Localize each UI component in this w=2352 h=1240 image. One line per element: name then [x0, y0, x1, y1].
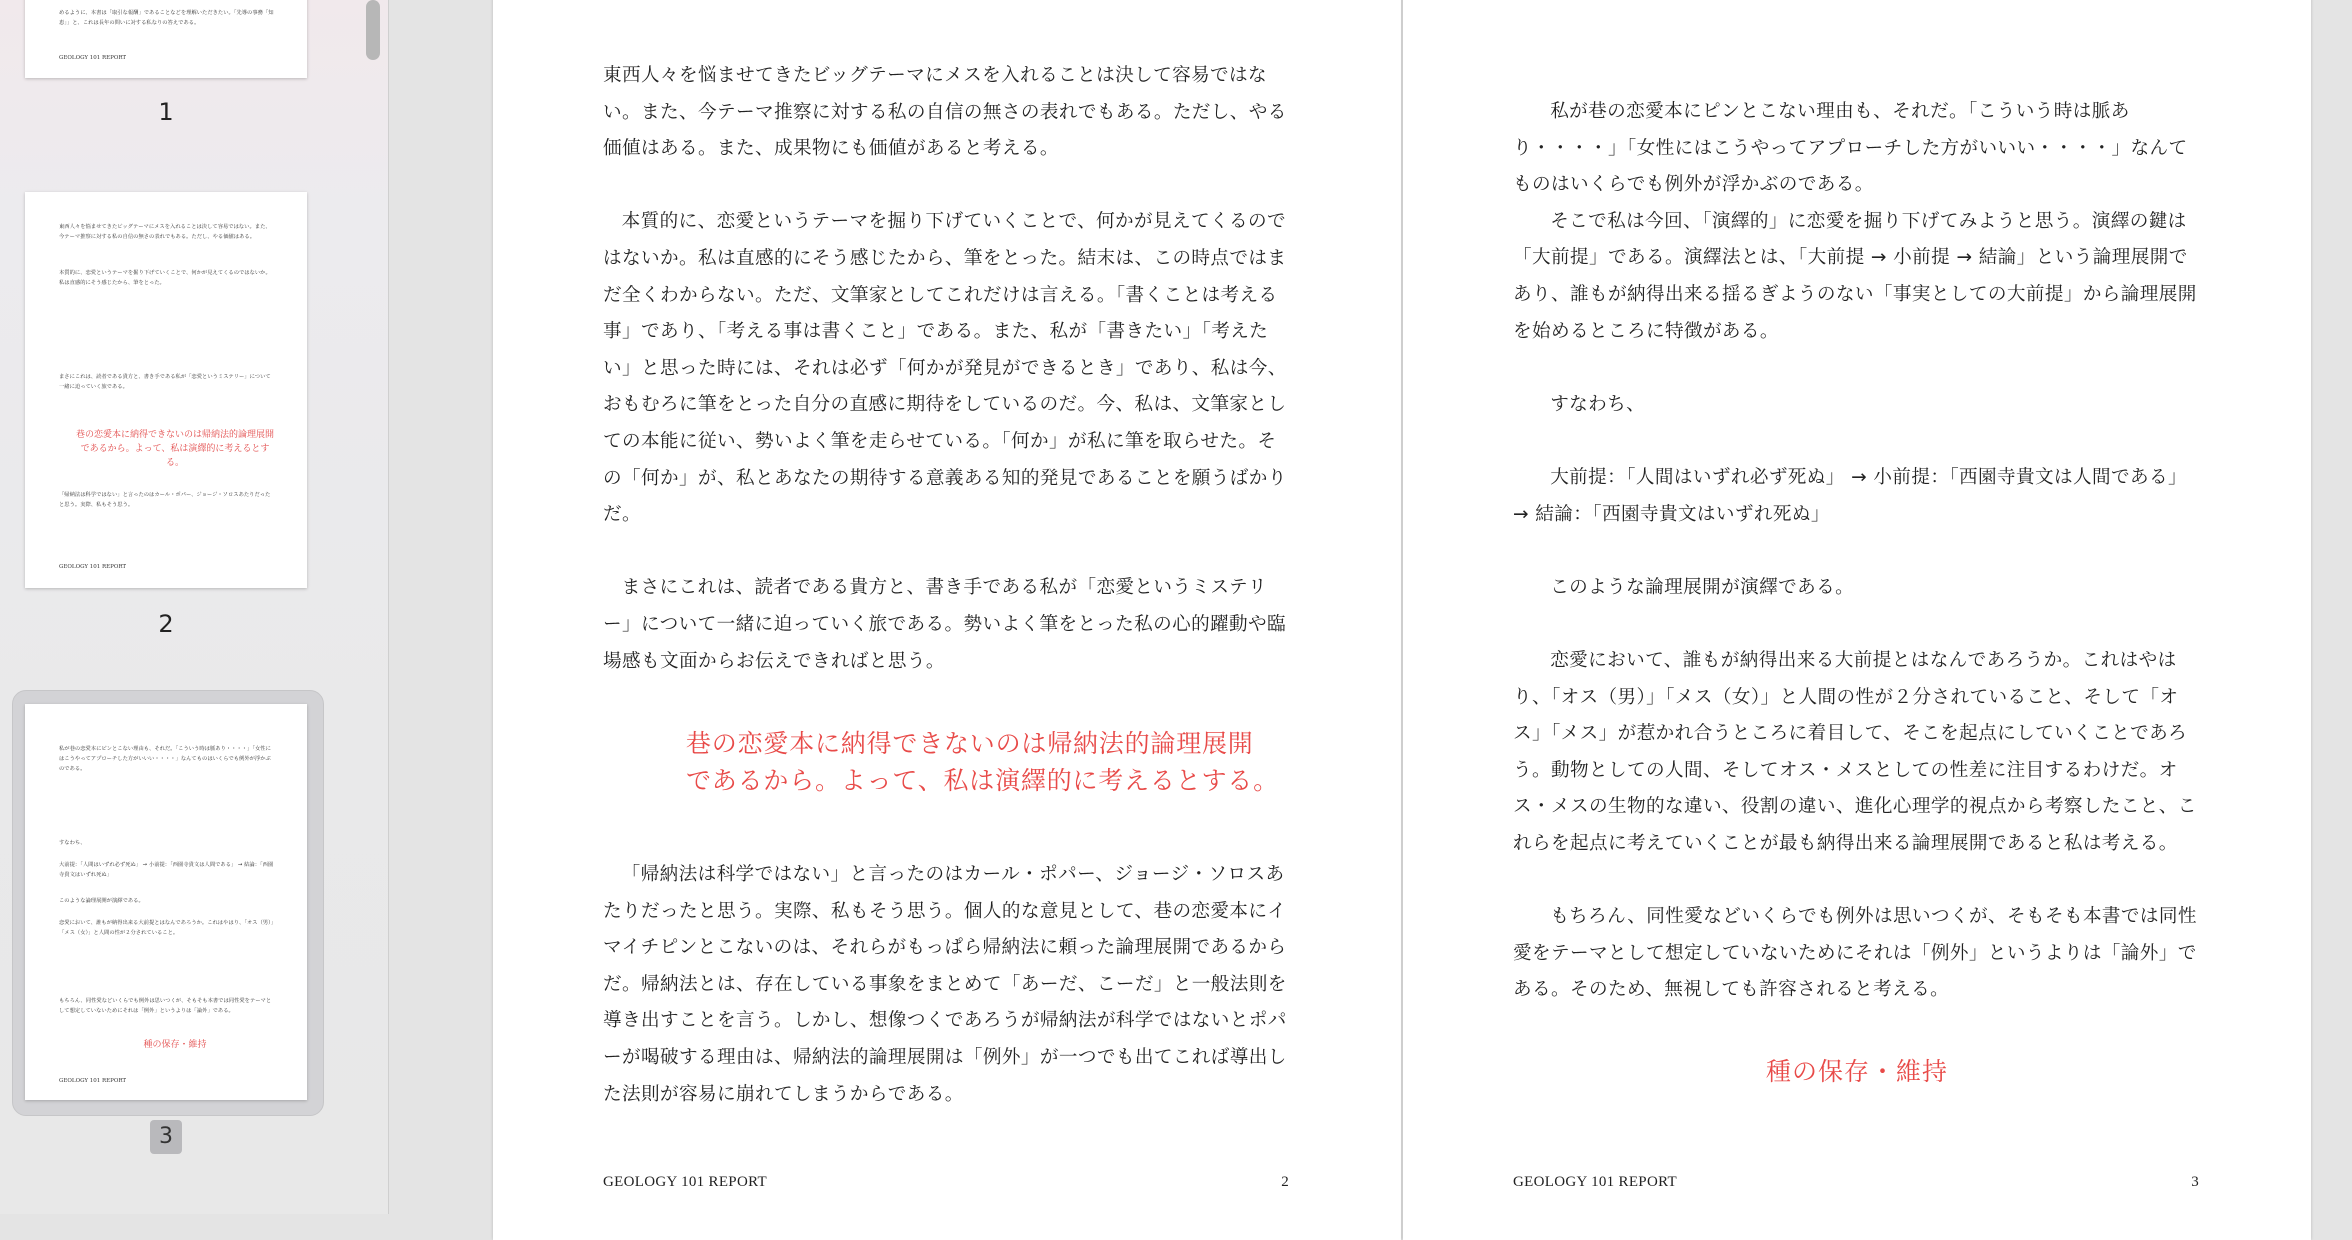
page-footer	[1513, 1174, 2199, 1191]
paragraph: 「帰納法は科学ではない」と言ったのはカール・ポパー、ジョージ・ソロスあたりだったと思う。実際、私もそう思う。個人的な意見として、巷の恋愛本にイマイチピンとこないのは、それらがもっぱら帰納法に頼った論理展開であるからだ。帰納法とは、存在している事象をまとめて「あーだ、こーだ」と一般法則を導き出すことを言う。しかし、想像つくであろうが帰納法が科学ではないとポパーが喝破する理由は、帰納法的論理展開は「例外」が一つでも出てこれば導出した法則が容易に崩れてしまうからである。	[603, 864, 1287, 1105]
section-heading	[686, 725, 1326, 799]
page-3-body	[1513, 94, 2205, 1009]
document-page-3	[1403, 0, 2311, 1240]
thumbnail-heading: 種の保存・維持	[143, 1040, 207, 1050]
thumbnail-text: 私が巷の恋愛本にピンとこない理由も、それだ。「こういう時は脈あり・・・・」「女性にはこうやってアプローチした方がいいい・・・・」なんてものはいくらでも例外が浮かぶのである。	[59, 746, 271, 772]
paragraph: 恋愛において、誰もが納得出来る大前提とはなんであろうか。これはやはり、「オス（男）」「メス（女）」と人間の性が２分されていること、そして「オス」「メス」が惹かれ合うところに着目して、そこを起点にしていくことであろう。動物としての人間、そしてオス・メスとしての性差に注目するわけだ。オス・メスの生物的な違い、役割の違い、進化心理学的視点から考察したこと、これらを起点に考えていくことが最も納得出来る論理展開であると私は考える。	[1513, 649, 2197, 854]
paragraph: もちろん、同性愛などいくらでも例外は思いつくが、そもそも本書では同性愛をテーマとして想定していないためにそれは「例外」というよりは「論外」である。そのため、無視しても許容されると考える。	[1513, 906, 2197, 1001]
sidebar-scrollbar[interactable]	[366, 0, 380, 60]
paragraph: このような論理展開が演繹である。	[1550, 576, 1855, 598]
thumbnail-footer: GEOLOGY 101 REPORT	[59, 55, 127, 61]
paragraph: 大前提：「人間はいずれ必ず死ぬ」 → 小前提：「西園寺貴文は人間である」 → 結論：「西園寺貴文はいずれ死ぬ」	[1513, 466, 2187, 525]
page-number-label-3-selected: 3	[150, 1120, 182, 1154]
page-2-body	[603, 58, 1295, 680]
page-number: 2	[1281, 1174, 1289, 1190]
thumbnail-footer: GEOLOGY 101 REPORT	[59, 1078, 127, 1084]
paragraph: 私が巷の恋愛本にピンとこない理由も、それだ。「こういう時は脈あり・・・・」「女性にはこうやってアプローチした方がいいい・・・・」なんてものはいくらでも例外が浮かぶのである。	[1513, 101, 2188, 196]
thumbnail-text: 大前提：「人間はいずれ必ず死ぬ」 → 小前提：「西園寺貴文は人間である」 → 結論：「西園寺貴文はいずれ死ぬ」	[59, 862, 274, 878]
page-thumbnail-2[interactable]	[25, 192, 307, 588]
thumbnail-text: めるように、本書は「取引な報酬」であることなどを理解いただきたい。「先導の事務「知恵」」と、これは長年の問いに対する私なりの答えである。	[59, 10, 274, 26]
paragraph: まさにこれは、読者である貴方と、書き手である私が「恋愛というミステリー」について一緒に迫っていく旅である。勢いよく筆をとった私の心的躍動や臨場感も文面からお伝えできればと思う。	[603, 577, 1287, 672]
thumbnail-text: もちろん、同性愛などいくらでも例外は思いつくが、そもそも本書では同性愛をテーマとして想定していないためにそれは「例外」というよりは「論外」である。	[59, 998, 272, 1014]
page-number: 3	[2191, 1174, 2199, 1190]
page-2-body-continued	[603, 857, 1295, 1113]
thumbnail-text: このような論理展開が演繹である。	[59, 898, 144, 904]
heading-line-1: 巷の恋愛本に納得できないのは帰納法的論理展開	[686, 729, 1254, 758]
footer-label: GEOLOGY 101 REPORT	[603, 1174, 767, 1190]
thumbnail-sidebar[interactable]	[0, 0, 389, 1214]
thumbnail-text: 東西人々を悩ませてきたビッグテーマにメスを入れることは決して容易ではない。また、今テーマ推察に対する私の自信の無さの表れでもある。ただし、やる価値はある。	[59, 224, 271, 240]
thumbnail-text: まさにこれは、読者である貴方と、書き手である私が「恋愛というミステリー」について一緒に迫っていく旅である。	[59, 374, 271, 390]
thumbnail-footer: GEOLOGY 101 REPORT	[59, 564, 127, 570]
thumbnail-text: 本質的に、恋愛というテーマを掘り下げていくことで、何かが見えてくるのではないか。私は直感的にそう感じたから、筆をとった。	[59, 270, 271, 286]
page-number-label-1: 1	[158, 98, 174, 126]
section-heading: 種の保存・維持	[1765, 1057, 1948, 1086]
paragraph: 東西人々を悩ませてきたビッグテーマにメスを入れることは決して容易ではない。また、今テーマ推察に対する私の自信の無さの表れでもある。ただし、やる価値はある。また、成果物にも価値があると考える。	[603, 65, 1287, 160]
heading-line-2: であるから。よって、私は演繹的に考えるとする。	[686, 766, 1279, 795]
page-footer	[603, 1174, 1289, 1191]
footer-label: GEOLOGY 101 REPORT	[1513, 1174, 1677, 1190]
paragraph: すなわち、	[1550, 393, 1646, 415]
page-number-label-2: 2	[158, 610, 174, 638]
thumbnail-text: すなわち、	[59, 840, 86, 846]
page-thumbnail-3[interactable]	[25, 704, 307, 1100]
document-page-2	[493, 0, 1401, 1240]
thumbnail-text: 「帰納法は科学ではない」と言ったのはカール・ポパー、ジョージ・ソロスあたりだったと思う。実際、私もそう思う。	[59, 492, 271, 508]
paragraph: 本質的に、恋愛というテーマを掘り下げていくことで、何かが見えてくるのではないか。私は直感的にそう感じたから、筆をとった。結末は、この時点ではまだ全くわからない。ただ、文筆家としてこれだけは言える。「書くことは考える事」であり、「考える事は書くこと」である。また、私が「書きたい」「考えたい」と思った時には、それは必ず「何かが発見ができるとき」であり、私は今、おもむろに筆をとった自分の直感に期待をしているのだ。今、私は、文筆家としての本能に従い、勢いよく筆を走らせている。「何か」が私に筆を取らせた。その「何か」が、私とあなたの期待する意義ある知的発見であることを願うばかりだ。	[603, 211, 1287, 526]
thumbnail-text: 恋愛において、誰もが納得出来る大前提とはなんであろうか。これはやはり、「オス（男）」「メス（女）」と人間の性が２分されていること。	[59, 920, 274, 936]
page-thumbnail-1[interactable]	[25, 0, 307, 78]
thumbnail-heading: 巷の恋愛本に納得できないのは帰納法的論理展開であるから。よって、私は演繹的に考えるとする。	[75, 430, 274, 468]
paragraph: そこで私は今回、「演繹的」に恋愛を掘り下げてみようと思う。演繹の鍵は「大前提」である。演繹法とは、「大前提 → 小前提 → 結論」という論理展開であり、誰もが納得出来る揺るぎようのない「事実としての大前提」から論理展開を始めるところに特徴がある。	[1513, 210, 2197, 342]
